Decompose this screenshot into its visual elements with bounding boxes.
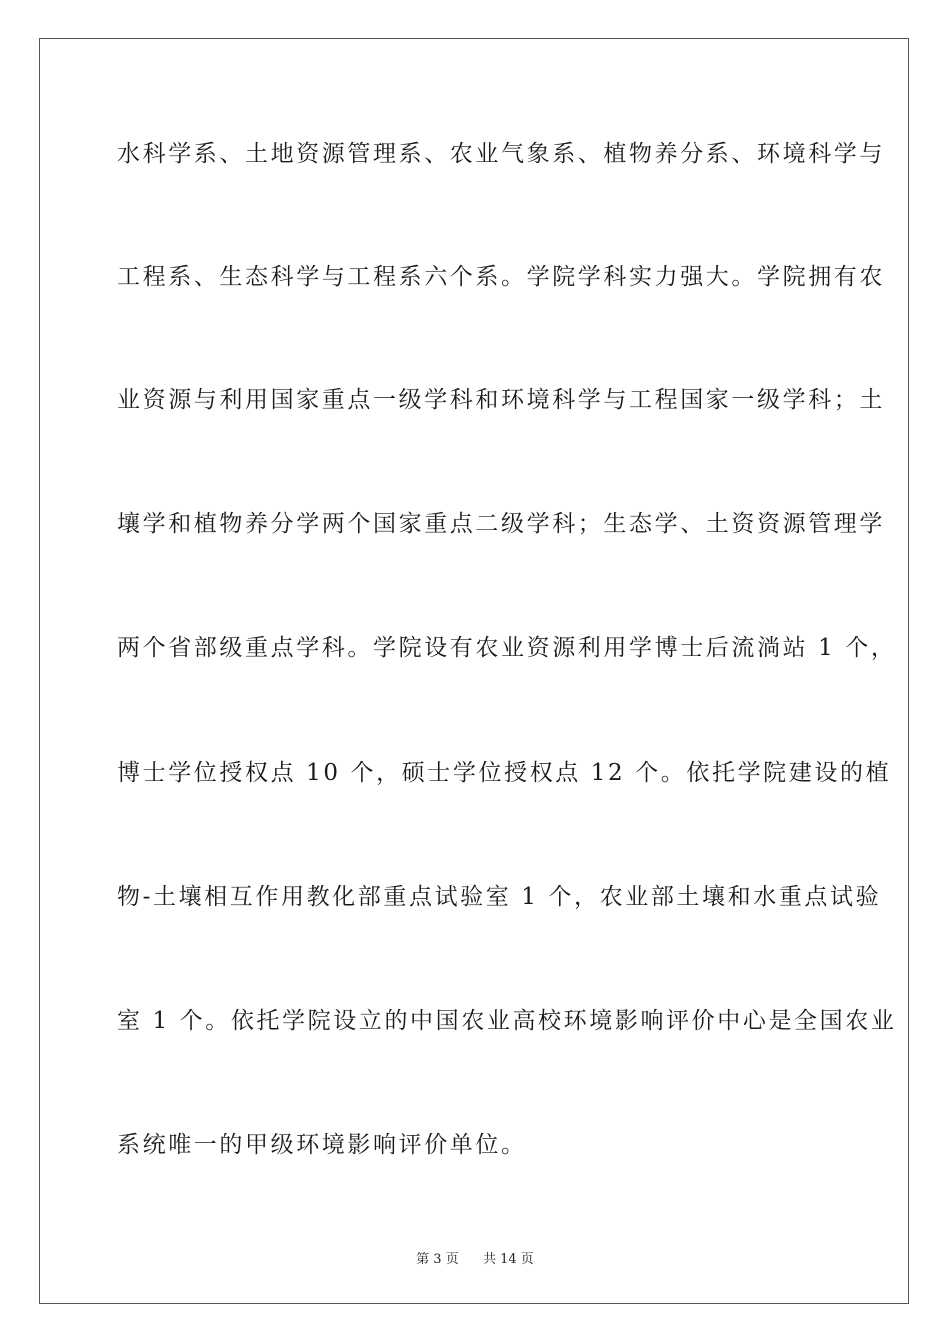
body-line: 博士学位授权点 10 个，硕士学位授权点 12 个。依托学院建设的植 [117,760,892,786]
body-line: 系统唯一的甲级环境影响评价单位。 [117,1132,527,1158]
page-number: 第 3 页 [416,1252,459,1267]
body-line: 水科学系、土地资源管理系、农业气象系、植物养分系、环境科学与 [117,141,885,167]
body-line: 室 1 个。依托学院设立的中国农业高校环境影响评价中心是全国农业 [117,1008,897,1034]
body-line: 业资源与利用国家重点一级学科和环境科学与工程国家一级学科；土 [117,387,885,413]
body-line: 壤学和植物养分学两个国家重点二级学科；生态学、土资资源管理学 [117,511,885,537]
page-total: 共 14 页 [483,1252,534,1267]
body-line: 工程系、生态科学与工程系六个系。学院学科实力强大。学院拥有农 [117,264,885,290]
body-line: 物-土壤相互作用教化部重点试验室 1 个，农业部土壤和水重点试验 [117,884,882,910]
page-border [39,38,909,1304]
page-footer [0,1248,950,1267]
body-line: 两个省部级重点学科。学院设有农业资源利用学博士后流淌站 1 个， [117,635,897,661]
